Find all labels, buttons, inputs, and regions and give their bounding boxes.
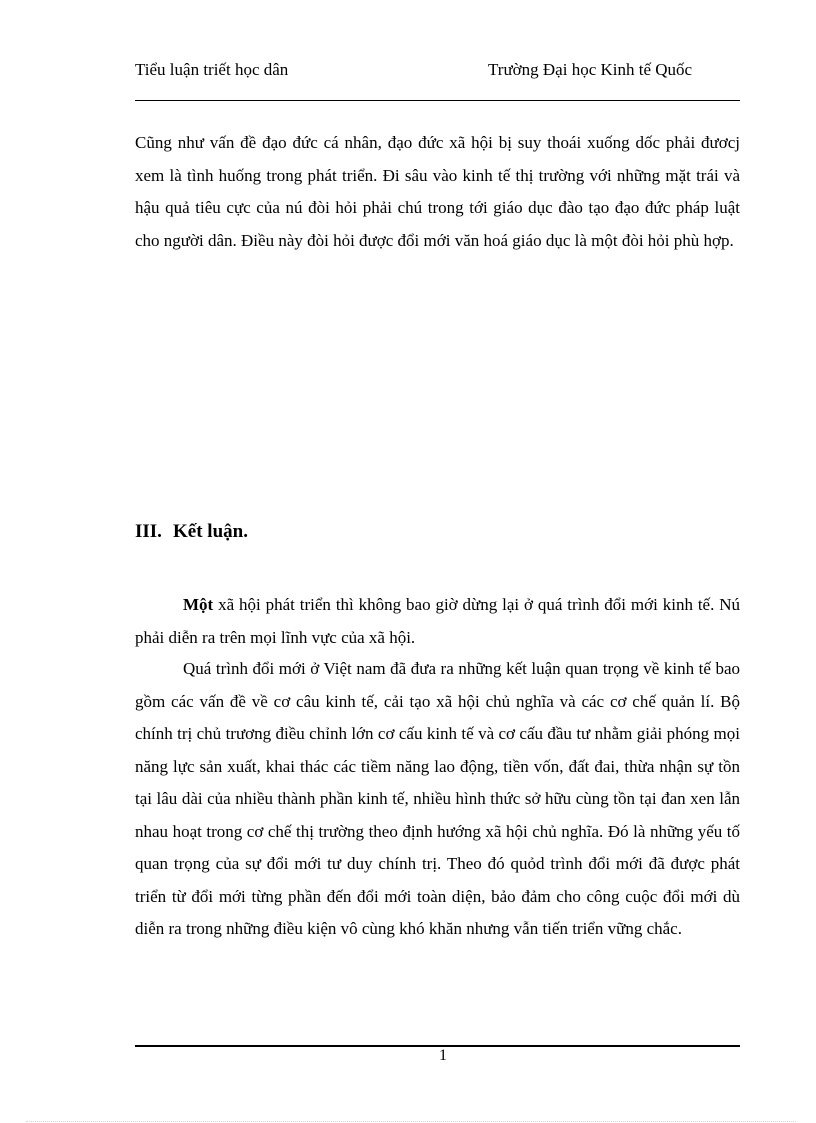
body-paragraph-2: [135, 589, 740, 654]
header-rule: [135, 100, 740, 101]
section-number: III.: [135, 521, 162, 542]
page-header: [135, 59, 740, 101]
paragraph-2-text: xã hội phát triển thì không bao giờ dừng lại ở quá trình đổi mới kinh tế. Nú phải diễn ra trên mọi lĩnh vực của xã hội.: [135, 595, 740, 647]
page-number: 1: [439, 1047, 447, 1064]
body-paragraph-3: Quá trình đổi mới ở Việt nam đã đưa ra những kết luận quan trọng về kinh tế bao gồm các vấn đề về cơ câu kinh tế, cải tạo xã hội chủ nghĩa và các cơ chế quản lí. Bộ chính trị chủ trương điều chỉnh lớn cơ cấu kinh tế và cơ cấu đầu tư nhằm giải phóng mọi năng lực sản xuất, khai thác các tiềm năng lao động, tiền vốn, đất đai, thừa nhận sự tồn tại lâu dài của nhiều thành phần kinh tế, nhiều hình thức sở hữu cùng tồn tại đan xen lẫn nhau hoạt trong cơ chế thị trường theo định hướng xã hội chủ nghĩa. Đó là những yếu tố quan trọng của sự đổi mới tư duy chính trị. Theo đó quỏd trình đổi mới đã được phát triển từ đổi mới từng phần đến đổi mới toàn diện, bảo đảm cho công cuộc đổi mới dù diễn ra trong những điều kiện vô cùng khó khăn nhưng vẫn tiến triển vững chắc.: [135, 659, 740, 938]
section-heading: [135, 518, 248, 546]
section-title: Kết luận.: [173, 521, 248, 542]
header-left-text: Tiểu luận triết học dân: [135, 60, 289, 79]
page-bottom-edge: [26, 1121, 796, 1122]
paragraph-lead-word: Một: [183, 595, 214, 614]
header-right-text: Trường Đại học Kinh tế Quốc: [488, 60, 693, 79]
body-paragraph-1: Cũng như vấn đề đạo đức cá nhân, đạo đức xã hội bị suy thoái xuống dốc phải đươcj xem là tình huống trong phát triển. Đi sâu vào kinh tế thị trường với những mặt trái và hậu quả tiêu cực của nú đòi hỏi phải chú trong tới giáo dục đào tạo đạo đức pháp luật cho người dân. Điều này đòi hỏi được đổi mới văn hoá giáo dục là một đòi hỏi phù hợp.: [135, 133, 740, 250]
